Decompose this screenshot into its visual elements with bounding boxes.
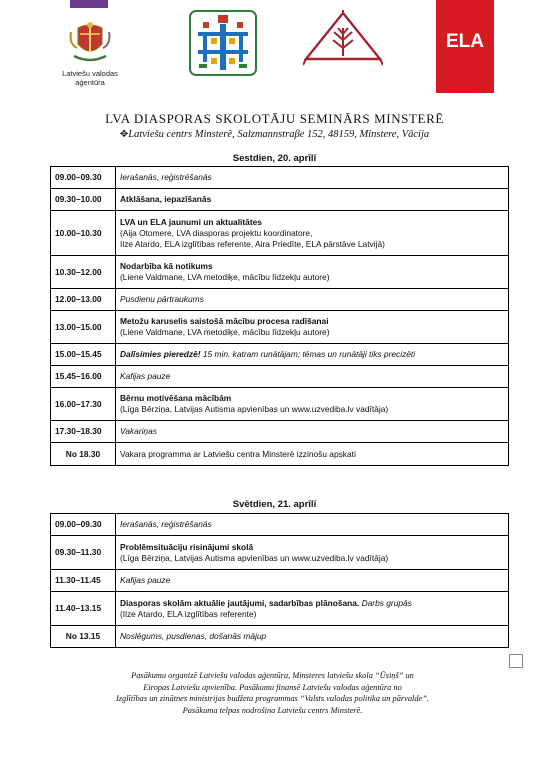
- activity-line: [120, 371, 504, 382]
- ela-logo-text: ELA: [446, 31, 484, 52]
- day1-schedule-table: [50, 166, 509, 466]
- schedule-activity: [116, 443, 509, 466]
- schedule-time: No 13.15: [51, 626, 116, 648]
- activity-text: Ierašanās, reģistrēšanās: [120, 519, 212, 529]
- footer-line: Eiropas Latviešu apvienība. Pasākumu finansē Latviešu valodas aģentūra no: [143, 682, 402, 692]
- schedule-row: [51, 626, 509, 648]
- schedule-time: 09.00–09.30: [51, 514, 116, 536]
- activity-line: [120, 426, 504, 437]
- schedule-row: [51, 592, 509, 626]
- footer-note: [60, 670, 485, 716]
- checkbox[interactable]: [509, 654, 523, 668]
- activity-text: (Liene Valdmane, LVA metodiķe, mācību līdzekļu autore): [120, 272, 330, 282]
- activity-text: LVA un ELA jaunumi un aktualitātes: [120, 216, 262, 227]
- activity-text: Atklāšana, iepazīšanās: [120, 194, 212, 204]
- schedule-time: 11.40–13.15: [51, 592, 116, 626]
- schedule-time: 09.30–10.00: [51, 189, 116, 211]
- activity-text: Bērnu motivēšana mācībām: [120, 393, 232, 403]
- activity-line: [120, 349, 504, 360]
- schedule-row: [51, 344, 509, 366]
- activity-line: [120, 239, 504, 250]
- schedule-time: 09.00–09.30: [51, 167, 116, 189]
- schedule-time: 11.30–11.45: [51, 570, 116, 592]
- activity-text: Ilze Atardo, ELA izglītības referente, Aira Priedīte, ELA pārstāve Latvijā): [120, 238, 385, 249]
- activity-text: (Līga Bērziņa, Latvijas Autisma apvienības un www.uzvediba.lv vadītāja): [120, 552, 389, 563]
- activity-line: [120, 393, 504, 404]
- schedule-time: 16.00–17.30: [51, 388, 116, 421]
- schedule-row: [51, 514, 509, 536]
- schedule-row: [51, 388, 509, 421]
- activity-line: [120, 598, 504, 609]
- day2-heading: Svētdien, 21. aprīlī: [232, 499, 317, 510]
- activity-text: Vakara programma ar Latviešu centra Minsterē izzinošu apskati: [120, 448, 356, 459]
- schedule-activity: [116, 167, 509, 189]
- activity-line: [120, 327, 504, 338]
- schedule-activity: [116, 189, 509, 211]
- schedule-row: [51, 189, 509, 211]
- activity-line: [120, 228, 504, 239]
- footer-line: Pasākumu organizē Latviešu valodas aģentūra, Minsteres latviešu skola “Ūsiņš” un: [131, 671, 414, 680]
- schedule-activity: [116, 311, 509, 344]
- ela-triangle-logo: [303, 10, 383, 68]
- schedule-row: [51, 256, 509, 289]
- schedule-activity: [116, 211, 509, 256]
- activity-text: (Liene Valdmane, LVA metodiķe, mācību līdzekļu autore): [120, 327, 330, 337]
- activity-line: [120, 553, 504, 564]
- schedule-row: [51, 311, 509, 344]
- schedule-activity: [116, 256, 509, 289]
- schedule-row: [51, 570, 509, 592]
- address-text: Latviešu centrs Minsterē, Salzmannstraβe 152, 48159, Minstere, Vācija: [128, 129, 430, 140]
- schedule-time: 10.30–12.00: [51, 256, 116, 289]
- activity-line: [120, 575, 504, 586]
- schedule-activity: [116, 289, 509, 311]
- activity-line: [120, 194, 504, 205]
- ela-logo: [436, 0, 494, 93]
- activity-text: Problēmsituāciju risinājumi skolā: [120, 541, 254, 552]
- schedule-row: [51, 536, 509, 570]
- move-cross-icon: ✥: [119, 129, 129, 140]
- schedule-activity: [116, 344, 509, 366]
- lva-logo-bar: [70, 0, 108, 8]
- activity-line: [120, 261, 504, 272]
- triangle-tree-icon: [303, 10, 383, 68]
- activity-line: [120, 172, 504, 183]
- schedule-row: [51, 289, 509, 311]
- usins-school-logo-icon: [189, 10, 257, 76]
- activity-line: [120, 609, 504, 620]
- activity-line: [120, 449, 504, 460]
- activity-line: [120, 542, 504, 553]
- day1-heading: Sestdien, 20. aprīlī: [232, 153, 317, 164]
- schedule-activity: [116, 514, 509, 536]
- schedule-activity: [116, 366, 509, 388]
- activity-text: Pusdienu pārtraukums: [120, 294, 204, 304]
- schedule-time: 12.00–13.00: [51, 289, 116, 311]
- schedule-activity: [116, 626, 509, 648]
- activity-text: Kafijas pauze: [120, 575, 171, 585]
- lva-logo-label: Latviešu valodas aģentūra: [62, 69, 118, 87]
- schedule-activity: [116, 388, 509, 421]
- activity-line: [120, 316, 504, 327]
- activity-text: Dalīsimies pieredzē!: [120, 349, 201, 359]
- activity-text: Kafijas pauze: [120, 371, 171, 381]
- schedule-time: 15.00–15.45: [51, 344, 116, 366]
- lva-logo: [54, 0, 126, 95]
- schedule-time: 09.30–11.30: [51, 536, 116, 570]
- schedule-row: [51, 366, 509, 388]
- page-title: LVA DIASPORAS SKOLOTĀJU SEMINĀRS MINSTERĒ: [105, 111, 444, 126]
- schedule-time: 10.00–10.30: [51, 211, 116, 256]
- activity-line: [120, 631, 504, 642]
- activity-line: [120, 217, 504, 228]
- schedule-activity: [116, 421, 509, 443]
- activity-text: Vakariņas: [120, 426, 157, 436]
- activity-text: Ierašanās, reģistrēšanās: [120, 172, 212, 182]
- activity-line: [120, 404, 504, 415]
- activity-note: 15 min. katram runātājam; tēmas un runātāji tiks precizēti: [200, 349, 416, 359]
- schedule-activity: [116, 570, 509, 592]
- activity-text: (Aija Otomere, LVA diasporas projektu koordinatore,: [120, 227, 313, 238]
- coat-of-arms-icon: [68, 18, 112, 64]
- schedule-activity: [116, 592, 509, 626]
- schedule-time: 13.00–15.00: [51, 311, 116, 344]
- activity-text: Metožu karuselis saistošā mācību procesa radīšanai: [120, 316, 329, 326]
- activity-text: Diasporas skolām aktuālie jautājumi, sadarbības plānošana.: [120, 597, 360, 608]
- school-logo: [189, 10, 257, 76]
- schedule-row: [51, 211, 509, 256]
- footer-line: Izglītības un zinātnes ministrijas budžeta programmas “Valsts valodas politika un pārvalde”.: [115, 694, 430, 703]
- activity-text: (Ilze Atardo, ELA izglītības referente): [120, 608, 257, 619]
- activity-text: (Līga Bērziņa, Latvijas Autisma apvienības un www.uzvediba.lv vadītāja): [120, 404, 389, 414]
- activity-text: Nodarbība kā notikums: [120, 261, 213, 271]
- schedule-time: 15.45–16.00: [51, 366, 116, 388]
- activity-line: [120, 519, 504, 530]
- activity-note: Darbs grupās: [359, 597, 412, 608]
- schedule-time: No 18.30: [51, 443, 116, 466]
- schedule-row: [51, 443, 509, 466]
- schedule-row: [51, 167, 509, 189]
- schedule-activity: [116, 536, 509, 570]
- day2-schedule-table: [50, 513, 509, 648]
- activity-line: [120, 294, 504, 305]
- schedule-time: 17.30–18.30: [51, 421, 116, 443]
- footer-line: Pasākuma telpas nodrošina Latviešu centrs Minsterē.: [182, 705, 363, 715]
- activity-line: [120, 272, 504, 283]
- venue-address: [0, 129, 549, 140]
- activity-text: Noslēgums, pusdienas, došanās mājup: [120, 631, 267, 641]
- schedule-row: [51, 421, 509, 443]
